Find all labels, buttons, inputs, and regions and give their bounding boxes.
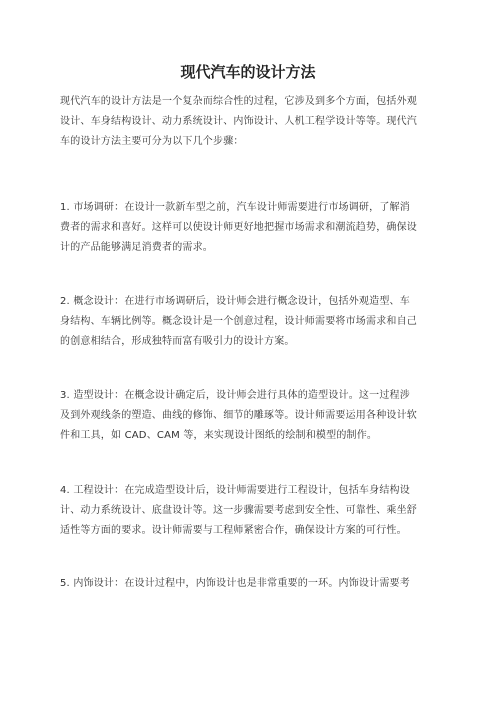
step-line: 4. 工程设计：在完成造型设计后，设计师需要进行工程设计，包括车身结构设 bbox=[60, 485, 410, 496]
step-line: 适性等方面的要求。设计师需要与工程师紧密合作，确保设计方案的可行性。 bbox=[60, 525, 407, 536]
step-line: 1. 市场调研：在设计一款新车型之前，汽车设计师需要进行市场调研，了解消 bbox=[60, 202, 410, 213]
step-line: 计、动力系统设计、底盘设计等。这一步骤需要考虑到安全性、可靠性、乘坐舒 bbox=[60, 505, 417, 516]
page-title: 现代汽车的设计方法 bbox=[180, 63, 316, 81]
step-styling-design bbox=[60, 386, 438, 446]
step-line: 身结构、车辆比例等。概念设计是一个创意过程，设计师需要将市场需求和自己 bbox=[60, 316, 417, 327]
step-interior-design bbox=[60, 574, 438, 594]
step-line: 及到外观线条的塑造、曲线的修饰、细节的雕琢等。设计师需要运用各种设计软 bbox=[60, 410, 417, 421]
step-line: 2. 概念设计：在进行市场调研后，设计师会进行概念设计，包括外观造型、车 bbox=[60, 296, 410, 307]
step-engineering-design bbox=[60, 481, 438, 541]
step-concept-design bbox=[60, 292, 438, 352]
step-line: 计的产品能够满足消费者的需求。 bbox=[60, 242, 213, 253]
step-line: 3. 造型设计：在概念设计确定后，设计师会进行具体的造型设计。这一过程涉 bbox=[60, 390, 410, 401]
intro-line: 设计、车身结构设计、动力系统设计、内饰设计、人机工程学设计等等。现代汽 bbox=[60, 116, 417, 127]
step-line: 件和工具，如 CAD、CAM 等，来实现设计图纸的绘制和模型的制作。 bbox=[60, 430, 378, 441]
step-line: 费者的需求和喜好。这样可以使设计师更好地把握市场需求和潮流趋势，确保设 bbox=[60, 222, 417, 233]
step-line: 5. 内饰设计：在设计过程中，内饰设计也是非常重要的一环。内饰设计需要考 bbox=[60, 578, 410, 589]
intro-line: 现代汽车的设计方法是一个复杂而综合性的过程，它涉及到多个方面，包括外观 bbox=[60, 96, 417, 107]
intro-line: 车的设计方法主要可分为以下几个步骤： bbox=[60, 136, 244, 147]
step-market-research bbox=[60, 198, 438, 258]
step-line: 的创意相结合，形成独特而富有吸引力的设计方案。 bbox=[60, 336, 295, 347]
intro-paragraph bbox=[60, 92, 438, 152]
